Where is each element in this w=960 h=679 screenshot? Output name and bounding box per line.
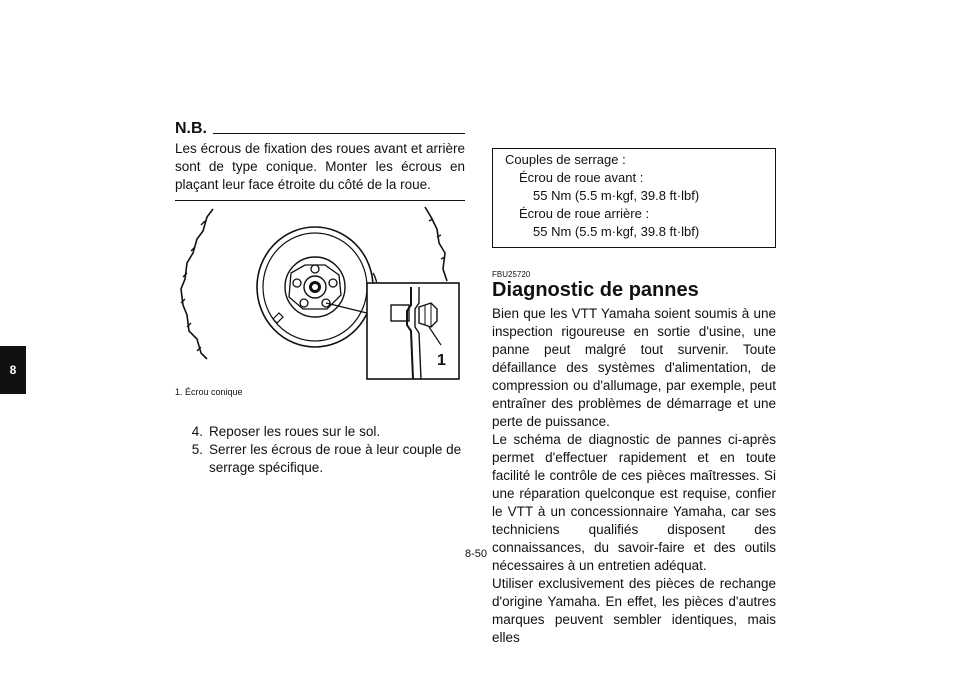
step-text: Reposer les roues sur le sol. (209, 424, 381, 439)
front-nut-value: 55 Nm (5.5 m·kgf, 39.8 ft·lbf) (533, 188, 700, 203)
figure-callout: 1 (437, 352, 446, 369)
step-list (175, 423, 465, 477)
section-body (492, 305, 776, 647)
body-paragraph: Le schéma de diagnostic de pannes ci-après permet d'effectuer rapidement et en toute facilité le contrôle de ces pièces maîtresses. Si une réparation quelconque est requise, confier le VTT à un concessionnaire Yamaha, car ses techniciens qualifiés disposent des connaissances, du savoir-faire et des outils nécessaires à un entretien adéquat. (492, 432, 776, 573)
body-paragraph: Bien que les VTT Yamaha soient soumis à une inspection rigoureuse en sortie d'usine, une panne peut malgré tout survenir. Toute défaillance des systèmes d'alimentation, de compression ou d'allumage, par exemple, peut entraîner des problèmes de démarrage et une perte de puissance. (492, 306, 776, 429)
section-code: FBU25720 (492, 270, 531, 279)
note-header (175, 120, 465, 138)
wheel-illustration (175, 203, 465, 385)
figure-caption: 1. Écrou conique (175, 387, 243, 397)
torque-heading: Couples de serrage : (505, 152, 626, 167)
step-text: Serrer les écrous de roue à leur couple de serrage spécifique. (209, 442, 462, 475)
section-tab (0, 346, 26, 394)
note-text: Les écrous de fixation des roues avant et arrière sont de type conique. Monter les écrous en plaçant leur face étroite du côté de la roue. (175, 141, 465, 192)
page-number: 8-50 (465, 548, 488, 560)
step-number: 5. (191, 442, 203, 457)
section-tab-number: 8 (9, 363, 17, 377)
rear-nut-label: Écrou de roue arrière : (519, 206, 650, 221)
rear-nut-value: 55 Nm (5.5 m·kgf, 39.8 ft·lbf) (533, 224, 700, 239)
body-paragraph: Utiliser exclusivement des pièces de rechange d'origine Yamaha. En effet, les pièces d'autres marques peuvent sembler identiques, mais elles (492, 576, 776, 645)
step-item (175, 423, 465, 441)
torque-spec-box (492, 148, 776, 248)
front-nut-label: Écrou de roue avant : (519, 170, 644, 185)
section-title: Diagnostic de pannes (492, 279, 699, 301)
note-title: N.B. (175, 120, 207, 137)
step-number: 4. (191, 424, 203, 439)
note-rule (213, 133, 465, 134)
left-column (175, 120, 465, 477)
note-bottom-rule (175, 200, 465, 201)
wheel-nut-figure (175, 203, 465, 385)
step-item (175, 441, 465, 477)
right-column (492, 148, 776, 647)
